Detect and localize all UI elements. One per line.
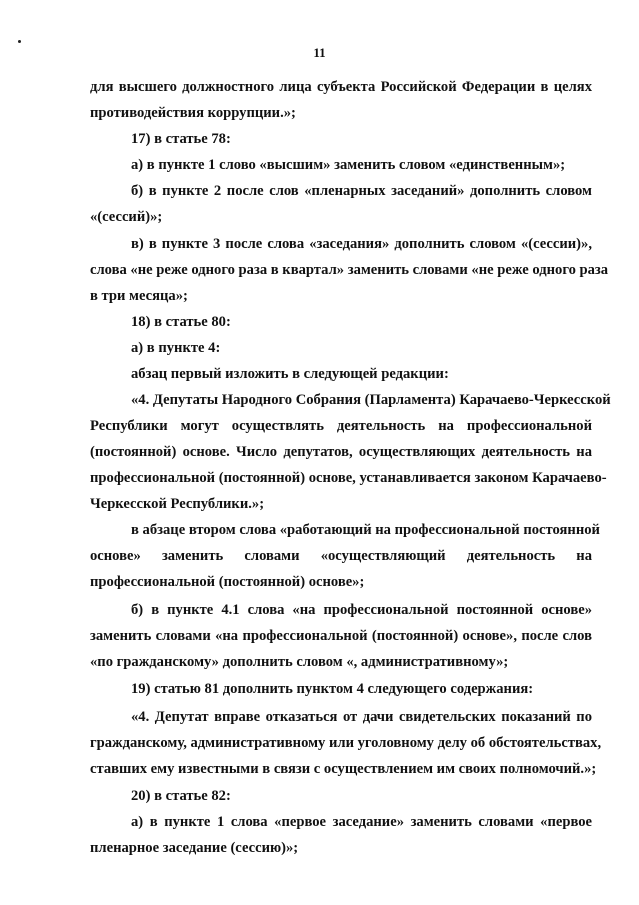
text-line: б) в пункте 2 после слов «пленарных заседаний» дополнить словом — [131, 183, 592, 199]
text-line: 20) в статье 82: — [131, 788, 231, 804]
text-line: 18) в статье 80: — [131, 314, 231, 330]
text-line: для высшего должностного лица субъекта Российской Федерации в целях — [90, 79, 592, 95]
text-line: (постоянной) основе. Число депутатов, осуществляющих деятельность на — [90, 444, 592, 460]
text-line: а) в пункте 1 слово «высшим» заменить словом «единственным»; — [131, 157, 566, 173]
text-line: профессиональной (постоянной) основе»; — [90, 574, 365, 590]
page-number: 11 — [313, 45, 326, 60]
text-line: абзац первый изложить в следующей редакции: — [131, 366, 449, 382]
text-line: противодействия коррупции.»; — [90, 105, 296, 121]
text-line: профессиональной (постоянной) основе, устанавливается законом Карачаево- — [90, 470, 607, 486]
text-line: заменить словами «на профессиональной (постоянной) основе», после слов — [90, 628, 592, 644]
text-line: в) в пункте 3 после слова «заседания» дополнить словом «(сессии)», — [131, 236, 592, 252]
text-line: основе» заменить словами «осуществляющий деятельность на — [90, 548, 592, 564]
text-line: «4. Депутаты Народного Собрания (Парламента) Карачаево-Черкесской — [131, 392, 611, 408]
text-line: слова «не реже одного раза в квартал» заменить словами «не реже одного раза — [90, 262, 609, 278]
text-line: а) в пункте 1 слова «первое заседание» заменить словами «первое — [131, 814, 592, 830]
text-line: в три месяца»; — [90, 288, 188, 304]
text-line: гражданскому, административному или уголовному делу об обстоятельствах, — [90, 735, 602, 751]
text-line: а) в пункте 4: — [131, 340, 221, 356]
text-line: в абзаце втором слова «работающий на профессиональной постоянной — [131, 522, 600, 538]
text-line: Республики могут осуществлять деятельность на профессиональной — [90, 418, 592, 434]
text-line: «по гражданскому» дополнить словом «, административному»; — [90, 654, 509, 670]
text-line: «(сессий)»; — [90, 209, 163, 225]
text-line: 17) в статье 78: — [131, 131, 231, 147]
scan-speck — [18, 40, 21, 43]
text-line: ставших ему известными в связи с осуществлением им своих полномочий.»; — [90, 761, 597, 777]
text-line: пленарное заседание (сессию)»; — [90, 840, 299, 856]
text-line: Черкесской Республики.»; — [90, 496, 265, 512]
text-line: б) в пункте 4.1 слова «на профессиональной постоянной основе» — [131, 602, 592, 618]
text-line: 19) статью 81 дополнить пунктом 4 следующего содержания: — [131, 681, 534, 697]
text-line: «4. Депутат вправе отказаться от дачи свидетельских показаний по — [131, 709, 592, 725]
